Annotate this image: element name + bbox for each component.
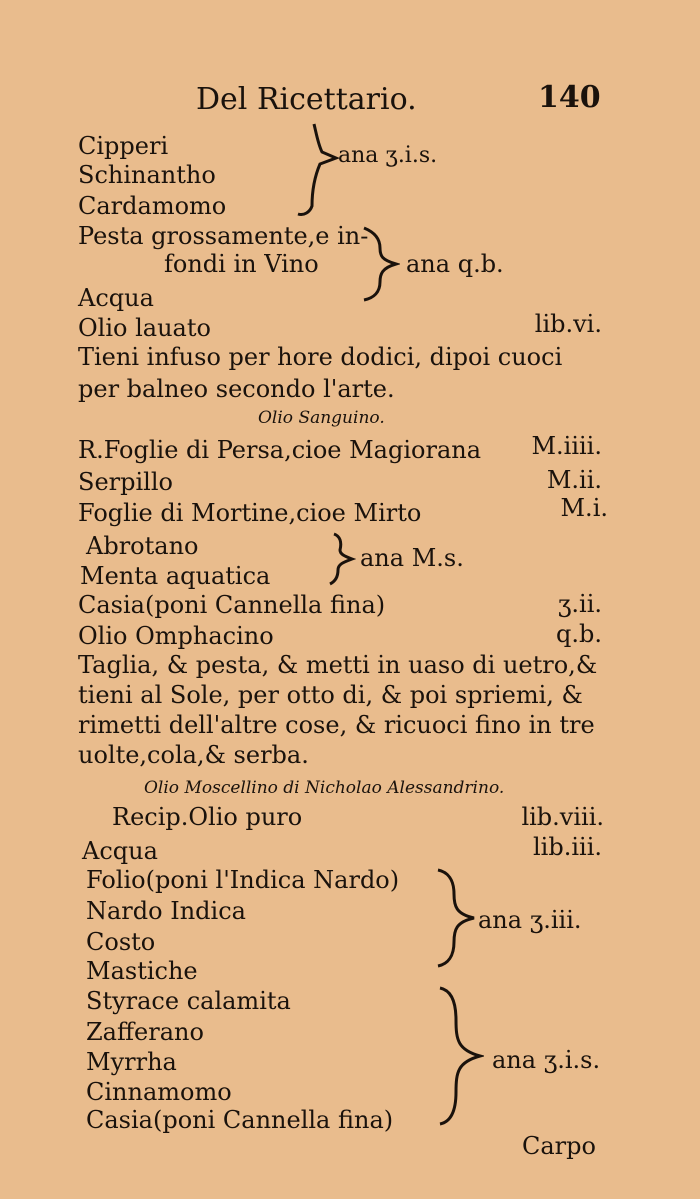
instruction-line: tieni al Sole, per otto di, & poi spriemi, & — [78, 681, 583, 709]
quantity-label: M.iiii. — [531, 432, 602, 460]
ingredient-line: Olio lauato — [78, 314, 211, 342]
instruction-line: uolte,cola,& serba. — [78, 741, 309, 769]
recipe-title: Olio Moscellino di Nicholao Alessandrino. — [144, 778, 505, 798]
ingredient-line: Myrrha — [86, 1048, 177, 1076]
dose-label: ana ʒ.i.s. — [492, 1046, 601, 1074]
page-header-title: Del Ricettario. — [196, 82, 417, 117]
ingredient-line: Cardamomo — [78, 192, 227, 220]
ingredient-line: Menta aquatica — [80, 562, 271, 590]
ingredient-line: Styrace calamita — [86, 987, 291, 1015]
instruction-line: Taglia, & pesta, & metti in uaso di uetro,& — [78, 651, 598, 679]
catchword: Carpo — [522, 1132, 596, 1160]
quantity-label: lib.vi. — [534, 310, 602, 338]
brace-icon — [436, 984, 484, 1128]
quantity-label: M.i. — [560, 494, 608, 522]
ingredient-line: Zafferano — [86, 1018, 204, 1046]
ingredient-line: Acqua — [82, 837, 158, 865]
dose-label: ana ʒ.i.s. — [338, 143, 438, 168]
quantity-label: lib.viii. — [521, 803, 604, 831]
instruction-line: rimetti dell'altre cose, & ricuoci fino in tre — [78, 711, 595, 739]
ingredient-line: Foglie di Mortine,cioe Mirto — [78, 499, 422, 527]
ingredient-line: Recip.Olio puro — [112, 803, 303, 831]
brace-icon — [326, 532, 356, 586]
page-number: 140 — [538, 80, 601, 115]
recipe-title: Olio Sanguino. — [258, 408, 385, 428]
quantity-label: M.ii. — [546, 466, 602, 494]
ingredient-line: Folio(poni l'Indica Nardo) — [86, 866, 400, 894]
instruction-line: per balneo secondo l'arte. — [78, 375, 395, 403]
ingredient-line: Abrotano — [86, 532, 199, 560]
ingredient-line: R.Foglie di Persa,cioe Magiorana — [78, 436, 482, 464]
ingredient-line: Schinantho — [78, 161, 216, 189]
ingredient-line: Mastiche — [86, 957, 198, 985]
ingredient-line: Costo — [86, 928, 156, 956]
instruction-line: fondi in Vino — [164, 250, 319, 278]
brace-icon — [296, 122, 340, 218]
ingredient-line: Cinnamomo — [86, 1078, 232, 1106]
ingredient-line: Acqua — [78, 284, 154, 312]
ingredient-line: Cipperi — [78, 132, 169, 160]
ingredient-line: Nardo Indica — [86, 897, 246, 925]
quantity-label: lib.iii. — [533, 833, 602, 861]
ingredient-line: Olio Omphacino — [78, 622, 274, 650]
brace-icon — [434, 866, 478, 970]
instruction-line: Pesta grossamente,e in- — [78, 222, 369, 250]
ingredient-line: Serpillo — [78, 468, 173, 496]
ingredient-line: Casia(poni Cannella fina) — [86, 1106, 394, 1134]
instruction-line: Tieni infuso per hore dodici, dipoi cuoci — [78, 343, 563, 371]
dose-label: ana q.b. — [406, 250, 504, 278]
brace-icon — [344, 226, 400, 302]
quantity-label: ʒ.ii. — [557, 590, 602, 618]
dose-label: ana ʒ.iii. — [478, 906, 582, 934]
quantity-label: q.b. — [556, 620, 602, 648]
ingredient-line: Casia(poni Cannella fina) — [78, 591, 386, 619]
dose-label: ana M.s. — [360, 544, 464, 572]
